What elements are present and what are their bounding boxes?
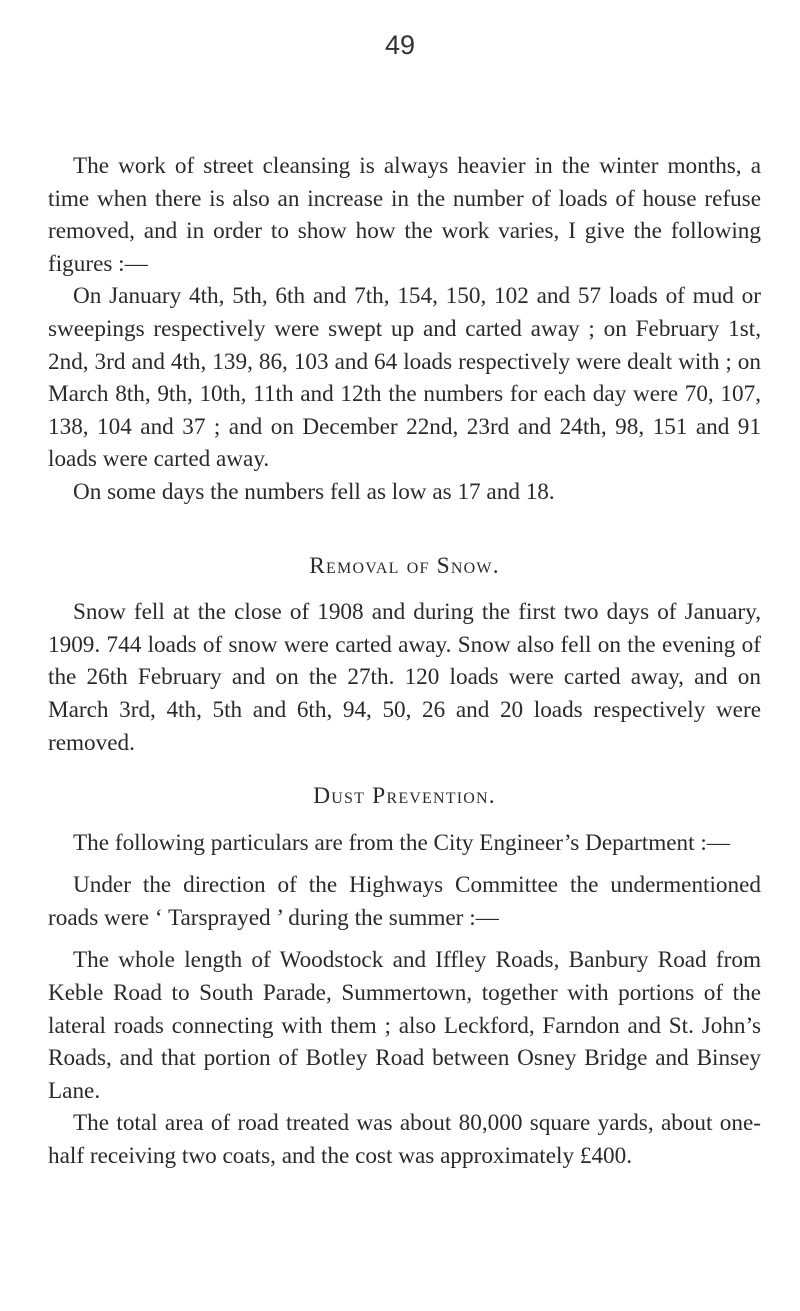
street-cleansing-paragraph-3: On some days the numbers fell as low as 17 and 18. — [73, 478, 555, 505]
street-cleansing-paragraph-2: On January 4th, 5th, 6th and 7th, 154, 150, 102 and 57 loads of mud or sweepings respectively were swept up and carted away ; on February 1st, 2nd, 3rd and 4th, 139, 86, 103 and 64 loads respectively were dealt with ; on March 8th, 9th, 10th, 11th and 12th the numbers for each day were 70, 107, 138, 104 and 37 ; and on December 22nd, 23rd and 24th, 98, 151 and 91 loads were carted away. — [48, 283, 761, 473]
page-body — [48, 150, 761, 1173]
section-heading-dust-prevention: Dust Prevention. — [313, 783, 496, 810]
section-heading-removal-of-snow: Removal of Snow. — [309, 552, 500, 579]
dust-prevention-paragraph-1: The following particulars are from the City Engineer’s Department :— — [73, 829, 730, 856]
removal-of-snow-paragraph-1: Snow fell at the close of 1908 and during the first two days of January, 1909. 744 loads of snow were carted away. Snow also fell on the evening of the 26th February and on the 27th. 120 loads were carted away, and on March 3rd, 4th, 5th and 6th, 94, 50, 26 and 20 loads respectively were removed. — [48, 599, 761, 756]
dust-prevention-paragraph-3: The whole length of Woodstock and Iffley Roads, Banbury Road from Keble Road to South Parade, Summertown, together with portions of the lateral roads connecting with them ; also Leckford, Farndon and St. John’s Roads, and that portion of Botley Road between Osney Bridge and Binsey Lane. — [48, 947, 761, 1104]
street-cleansing-paragraph-1: The work of street cleansing is always heavier in the winter months, a time when there is also an increase in the number of loads of house refuse removed, and in order to show how the work varies, I give the following figures :— — [48, 153, 761, 277]
page-number: 49 — [384, 30, 416, 60]
dust-prevention-paragraph-2: Under the direction of the Highways Committee the undermentioned roads were ‘ Tarsprayed ’ during the summer :— — [48, 872, 761, 931]
dust-prevention-paragraph-4: The total area of road treated was about 80,000 square yards, about one-half receiving two coats, and the cost was approximately £400. — [48, 1110, 761, 1170]
